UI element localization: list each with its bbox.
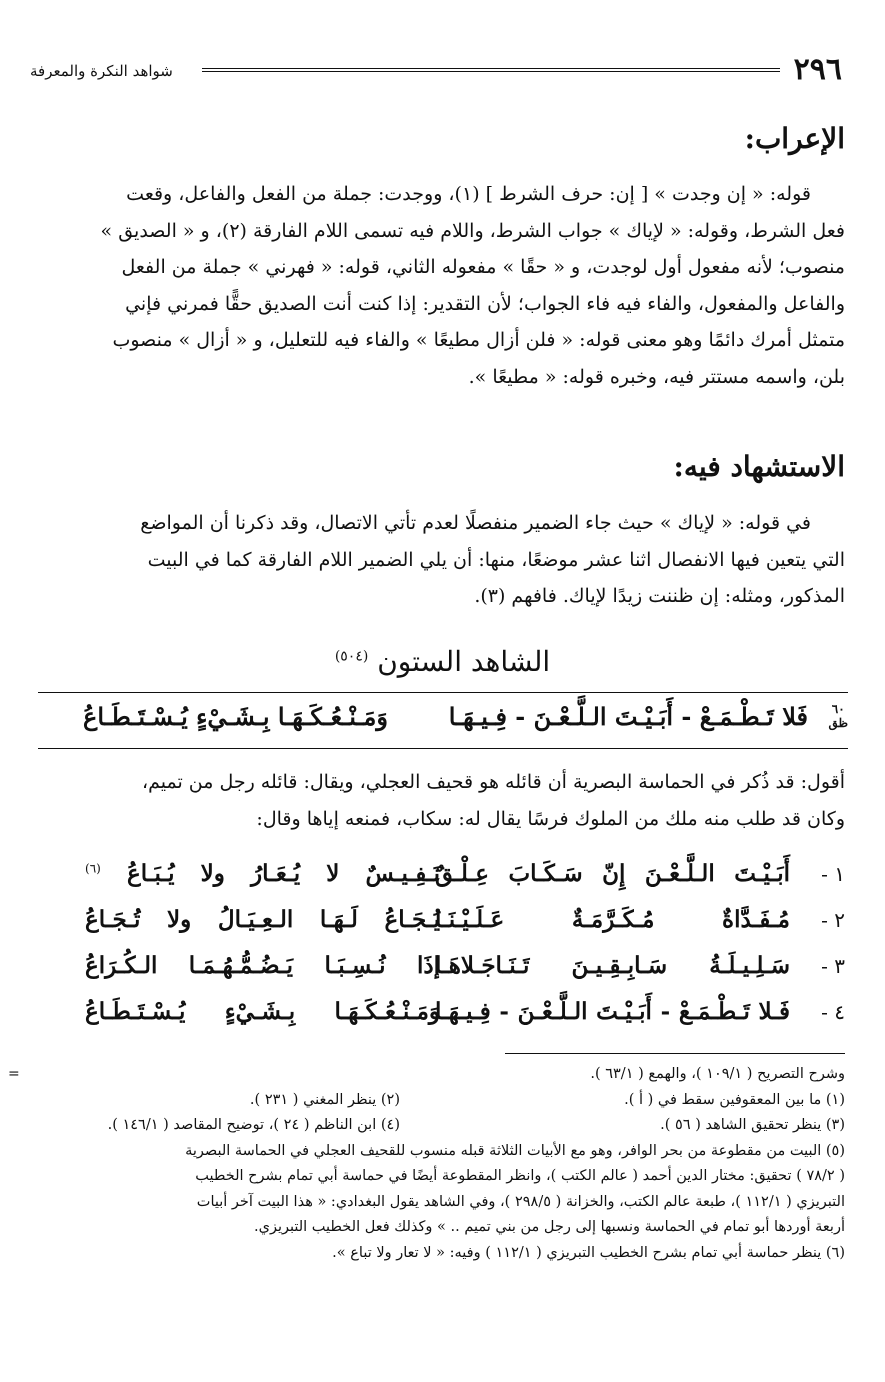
- verse-number: ٦٠: [831, 702, 845, 716]
- irab-paragraph: [40, 176, 845, 395]
- irab-line: بلن، واسمه مستتر فيه، وخبره قوله: « مطيعًا ».: [468, 365, 845, 388]
- istishhad-paragraph: [40, 505, 845, 615]
- footnote-5-line: (٥) البيت من مقطوعة من بحر الوافر، وهو مع الأبيات الثلاثة قبله منسوب للقحيف العجلي في الحماسة البصرية: [185, 1142, 845, 1159]
- footnote-6: (٦) ينظر حماسة أبي تمام بشرح الخطيب التبريزي ( ١١٢/١ ) وفيه: « لا تعار ولا تباع ».: [332, 1244, 845, 1261]
- footnote-5-line: أربعة أوردها أبو تمام في الحماسة ونسبها إلى رجل من بني تميم .. » وكذلك فعل الخطيب التبريزي.: [254, 1219, 845, 1235]
- header-rule: [202, 68, 780, 72]
- verse-meter-code: ظق: [828, 716, 848, 730]
- shahid-title: [0, 645, 885, 678]
- footnotes: [35, 1062, 845, 1266]
- footnote-4: (٤) ابن الناظم ( ٢٤ )، توضيح المقاصد ( ١٤٦/١ ).: [107, 1117, 400, 1133]
- irab-line: منصوب؛ لأنه مفعول أول لوجدت، و « حقًا » مفعوله الثاني، قوله: « فهرني » جملة من الفعل: [121, 256, 845, 278]
- verse-top-rule: [38, 692, 848, 693]
- footnote-separator: [505, 1053, 845, 1054]
- irab-heading: الإعراب:: [744, 122, 845, 155]
- footnote-2: (٢) ينظر المغني ( ٢٣١ ).: [249, 1091, 400, 1108]
- verse-bottom-rule: [38, 748, 848, 749]
- poem-line: [40, 950, 845, 994]
- irab-line: والفاعل والمفعول، والفاء فيه فاء الجواب؛ لأن التقدير: إذا كنت أنت الصديق حقًّا فمرني فإني: [125, 292, 845, 315]
- verse-hemistich-2: وَمَـنْـعُـكَـهَـا بِـشَـيْءٍ يُـسْـتَـطَـاعُ: [83, 702, 388, 731]
- poem-hemistich-b: [85, 860, 440, 887]
- shahid-title-text: الشاهد الستون: [377, 645, 551, 678]
- poem-footnote-ref: (٦): [85, 861, 101, 876]
- running-title: شواهد النكرة والمعرفة: [30, 62, 173, 80]
- aqul-line: أقول: قد ذُكر في الحماسة البصرية أن قائله هو قحيف العجلي، ويقال: قائله رجل من تميم،: [141, 771, 845, 793]
- poem-line-number: ٣ -: [821, 954, 845, 978]
- page-number: ٢٩٦: [793, 52, 842, 87]
- poem-line: [40, 904, 845, 948]
- poem-line: [40, 858, 845, 902]
- irab-line: قوله: « إن وجدت » [ إن: حرف الشرط ] (١)، ووجدت: جملة من الفعل والفاعل، وقعت: [126, 183, 811, 205]
- featured-verse: [38, 700, 848, 740]
- poem-hemistich-b: إذَا نُـسِـبَـا يَـضُـمُّـهُـمَـا الـكُـرَاعُ: [85, 952, 440, 979]
- poem-hemistich-a: أَبَـيْـتَ الـلَّـعْـنَ إِنّ سَـكَـابَ عِـلْـقٌ: [435, 860, 790, 887]
- poem-line-number: ٤ -: [821, 1000, 845, 1024]
- poem-line-number: ١ -: [821, 862, 845, 886]
- irab-line: متمثل أمرك دائمًا وهو معنى قوله: « فلن أزال مطيعًا » والفاء فيه للتعليل، و « أزال » منصوب: [112, 329, 845, 351]
- poem-hemistich-a: سَـلِـيـلَـةُ سَـابِـقِـيـنَ تَـنَـاجَـلاهَـا: [435, 952, 790, 979]
- footnote-5-line: التبريزي ( ١١٢/١ )، طبعة عالم الكتب، والخزانة ( ٢٩٨/٥ )، وفي الشاهد يقول البغدادي: « هذا البيت آخر أبيات: [196, 1193, 845, 1210]
- poem-hemistich-b: يُـجَـاعُ لَـهَـا الـعِـيَـالُ ولا تُـجَـاعُ: [85, 906, 440, 933]
- running-header: [30, 48, 850, 88]
- istishhad-line: في قوله: « لإياك » حيث جاء الضمير منفصلًا لعدم تأتي الاتصال، وقد ذكرنا أن المواضع: [140, 512, 811, 534]
- istishhad-heading: الاستشهاد فيه:: [673, 450, 845, 483]
- verse-hemistich-1: فَلا تَـطْـمَـعْ - أَبَـيْـتَ الـلَّـعْـنَ - فِـيـهَـا: [448, 702, 808, 731]
- footnote-5-line: ( ٧٨/٢ ) تحقيق: مختار الدين أحمد ( عالم الكتب )، وانظر المقطوعة أيضًا في حماسة أبي تمام بشرح الخطيب: [195, 1168, 845, 1184]
- poem-hemistich-a: مُـفَـدَّاةٌ مُـكَـرَّمَـةٌ عَـلَـيْـنَـا: [435, 906, 790, 933]
- irab-line: فعل الشرط، وقوله: « لإياك » جواب الشرط، واللام فيه تسمى اللام الفارقة (٢)، و « الصديق »: [100, 219, 845, 242]
- poem-line: [40, 996, 845, 1040]
- footnote-continuation: وشرح التصريح ( ١٠٩/١ )، والهمع ( ٦٣/١ ).: [590, 1066, 845, 1082]
- footnote-continuation-mark: =: [8, 1066, 20, 1082]
- istishhad-line: المذكور، ومثله: إن ظننت زيدًا لإياك. فافهم (٣).: [474, 585, 845, 607]
- footnote-3: (٣) ينظر تحقيق الشاهد ( ٥٦ ).: [660, 1117, 845, 1133]
- poem-hemistich-b-text: نَـفِـيـسٌ لا يُـعَـارُ ولا يُـبَـاعُ: [126, 860, 440, 887]
- aqul-paragraph: [40, 764, 845, 837]
- poem-line-number: ٢ -: [821, 908, 845, 932]
- shahid-title-note: (٥٠٤): [334, 648, 369, 665]
- aqul-line: وكان قد طلب منه ملك من الملوك فرسًا يقال له: سكاب، فمنعه إياها وقال:: [256, 807, 845, 830]
- poem-hemistich-a: فَـلا تَـطْـمَـعْ - أَبَـيْـتَ الـلَّـعْـنَ - فِـيـهَـا: [435, 998, 790, 1025]
- footnote-pair: [35, 1113, 845, 1139]
- footnote-1: (١) ما بين المعقوفين سقط في ( أ ).: [624, 1091, 845, 1108]
- poem-hemistich-b: وَمَـنْـعُـكَـهَـا بِـشَـيْءٍ يُـسْـتَـطَـاعُ: [85, 998, 440, 1025]
- footnote-pair: [35, 1088, 845, 1114]
- verse-number-block: [828, 702, 848, 730]
- istishhad-line: التي يتعين فيها الانفصال اثنا عشر موضعًا، منها: أن يلي الضمير اللام الفارقة كما في البيت: [147, 548, 845, 571]
